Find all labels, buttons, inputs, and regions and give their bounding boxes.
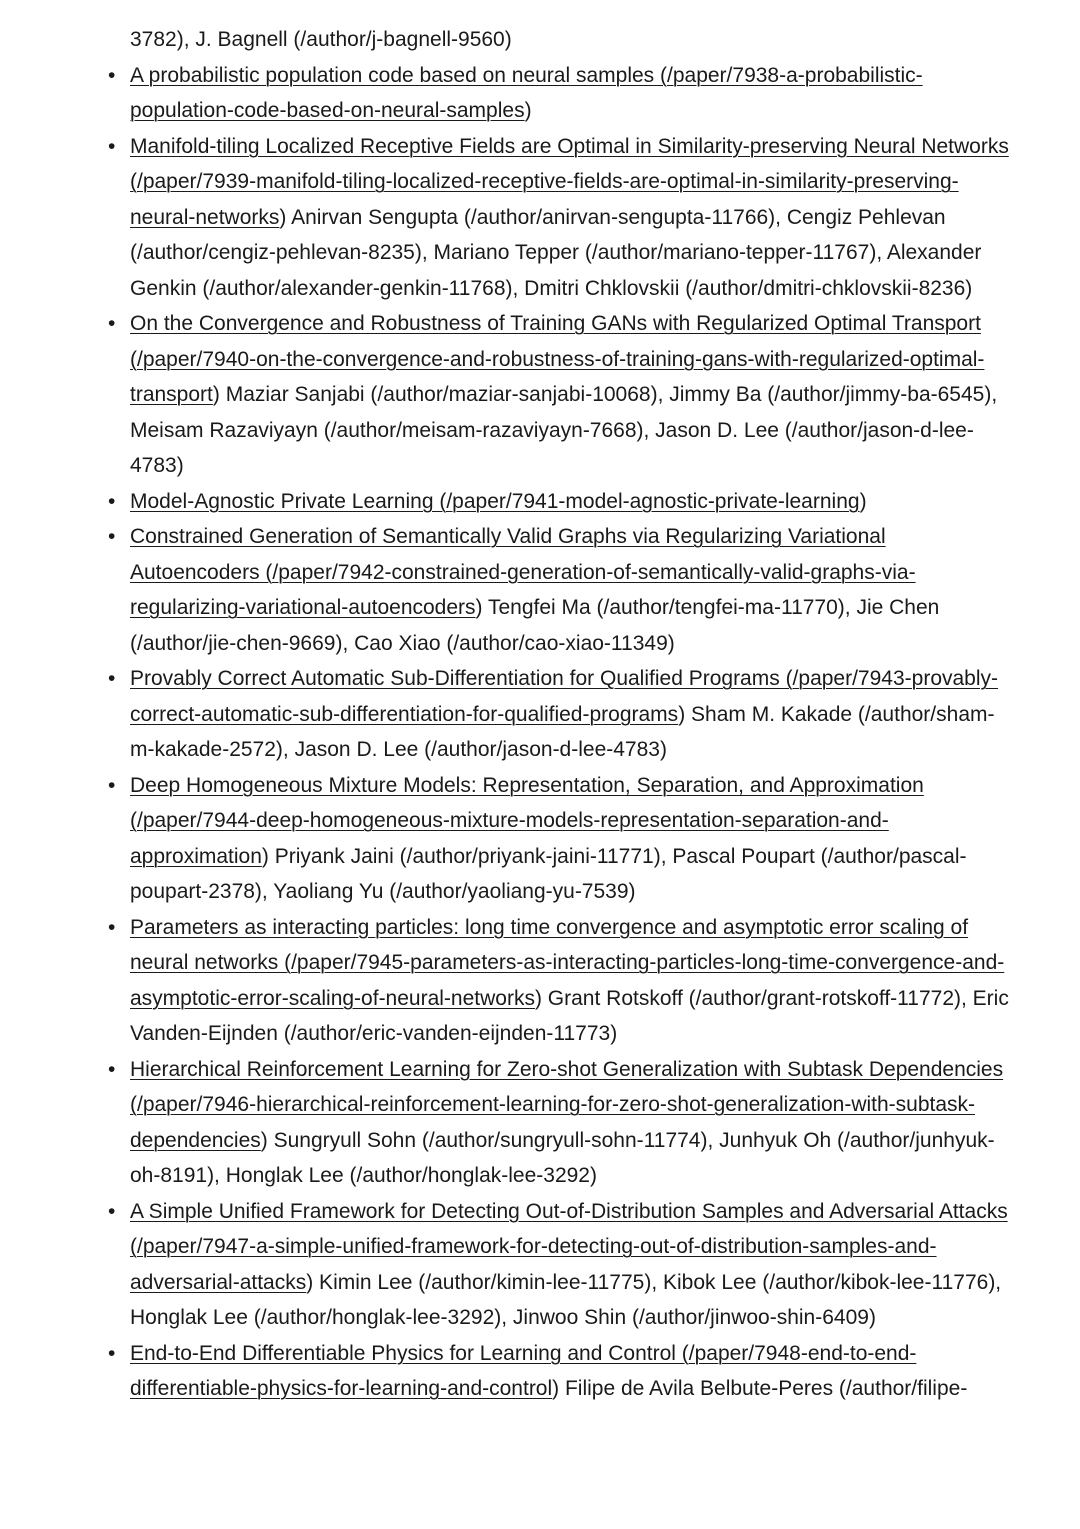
paper-authors: ) Grant Rotskoff (/author/grant-rotskoff-11772), Eric Vanden-Eijnden (/author/eric-vanden-eijnden-11773) bbox=[130, 986, 1009, 1045]
paper-authors: ) bbox=[524, 99, 532, 122]
list-item bbox=[108, 1336, 1010, 1407]
bullet-icon: • bbox=[108, 489, 116, 513]
list-item bbox=[108, 1052, 1010, 1194]
paper-link[interactable]: Deep Homogeneous Mixture Models: Representation, Separation, and Approximation (/paper/7944-deep-homogeneous-mixture-models-representation-separation-and-approximation bbox=[130, 773, 924, 868]
paper-authors: ) Anirvan Sengupta (/author/anirvan-sengupta-11766), Cengiz Pehlevan (/author/cengiz-pehlevan-8235), Mariano Tepper (/author/mariano-tepper-11767), Alexander Genkin (/author/alexander-genkin-11768), Dmitri Chklovskii (/author/dmitri-chklovskii-8236) bbox=[130, 205, 982, 300]
paper-link[interactable]: A probabilistic population code based on neural samples (/paper/7938-a-probabilistic-population-code-based-on-neural-samples bbox=[130, 63, 923, 122]
paper-authors: ) Priyank Jaini (/author/priyank-jaini-11771), Pascal Poupart (/author/pascal-poupart-2378), Yaoliang Yu (/author/yaoliang-yu-7539) bbox=[130, 844, 967, 903]
list-item bbox=[108, 484, 1010, 520]
bullet-icon: • bbox=[108, 1341, 116, 1365]
list-item bbox=[108, 661, 1010, 768]
bullet-icon: • bbox=[108, 1057, 116, 1081]
bullet-icon: • bbox=[108, 773, 116, 797]
paper-link[interactable]: End-to-End Differentiable Physics for Learning and Control (/paper/7948-end-to-end-differentiable-physics-for-learning-and-control bbox=[130, 1341, 917, 1400]
paper-authors: ) Maziar Sanjabi (/author/maziar-sanjabi-10068), Jimmy Ba (/author/jimmy-ba-6545), Meisam Razaviyayn (/author/meisam-razaviyayn-7668), Jason D. Lee (/author/jason-d-lee-4783) bbox=[130, 383, 998, 477]
paper-link[interactable]: On the Convergence and Robustness of Training GANs with Regularized Optimal Transport (/paper/7940-on-the-convergence-and-robustness-of-training-gans-with-regularized-optimal-transport bbox=[130, 312, 985, 406]
bullet-icon: • bbox=[108, 63, 116, 87]
list-item bbox=[108, 1194, 1010, 1336]
previous-item-authors: 3782), J. Bagnell (/author/j-bagnell-9560) bbox=[130, 28, 512, 51]
bullet-icon: • bbox=[108, 312, 116, 335]
bullet-icon: • bbox=[108, 134, 116, 158]
list-item bbox=[108, 306, 1010, 484]
bullet-icon: • bbox=[108, 1199, 116, 1223]
paper-link[interactable]: Provably Correct Automatic Sub-Differentiation for Qualified Programs (/paper/7943-provably-correct-automatic-sub-differentiation-for-qualified-programs bbox=[130, 667, 999, 726]
paper-link[interactable]: Constrained Generation of Semantically Valid Graphs via Regularizing Variational Autoencoders (/paper/7942-constrained-generation-of-semantically-valid-graphs-via-regularizing-variational-autoencoders bbox=[130, 525, 916, 619]
list-item bbox=[108, 768, 1010, 910]
list-item bbox=[108, 129, 1010, 307]
paper-list bbox=[0, 58, 1080, 1407]
paper-authors: ) Tengfei Ma (/author/tengfei-ma-11770), Jie Chen (/author/jie-chen-9669), Cao Xiao (/author/cao-xiao-11349) bbox=[130, 596, 940, 655]
bullet-icon: • bbox=[108, 915, 116, 939]
bullet-icon: • bbox=[108, 667, 116, 690]
paper-link[interactable]: A Simple Unified Framework for Detecting Out-of-Distribution Samples and Adversarial Attacks (/paper/7947-a-simple-unified-framework-for-detecting-out-of-distribution-samples-and-adversarial-attacks bbox=[130, 1199, 1008, 1294]
list-item bbox=[108, 910, 1010, 1052]
paper-authors: ) Filipe de Avila Belbute-Peres (/author/filipe- bbox=[552, 1377, 968, 1400]
list-item bbox=[108, 58, 1010, 129]
list-item bbox=[108, 519, 1010, 661]
paper-link[interactable]: Hierarchical Reinforcement Learning for Zero-shot Generalization with Subtask Dependencies (/paper/7946-hierarchical-reinforcement-learning-for-zero-shot-generalization-with-subtask-dependencies bbox=[130, 1057, 1004, 1152]
paper-link[interactable]: Manifold-tiling Localized Receptive Fields are Optimal in Similarity-preserving Neural Networks (/paper/7939-manifold-tiling-localized-receptive-fields-are-optimal-in-similarity-preserving-neural-networks bbox=[130, 134, 1009, 229]
paper-authors: ) bbox=[859, 489, 867, 513]
paper-link[interactable]: Model-Agnostic Private Learning (/paper/7941-model-agnostic-private-learning bbox=[130, 489, 860, 513]
paper-link[interactable]: Parameters as interacting particles: long time convergence and asymptotic error scaling of neural networks (/paper/7945-parameters-as-interacting-particles-long-time-convergence-and-asymptotic-error-scaling-of-neural-networks bbox=[130, 915, 1005, 1010]
paper-authors: ) Kimin Lee (/author/kimin-lee-11775), Kibok Lee (/author/kibok-lee-11776), Honglak Lee (/author/honglak-lee-3292), Jinwoo Shin (/author/jinwoo-shin-6409) bbox=[130, 1270, 1002, 1329]
paper-list-page bbox=[0, 22, 1080, 1407]
paper-authors: ) Sham M. Kakade (/author/sham-m-kakade-2572), Jason D. Lee (/author/jason-d-lee-4783) bbox=[130, 702, 995, 761]
paper-authors: ) Sungryull Sohn (/author/sungryull-sohn-11774), Junhyuk Oh (/author/junhyuk-oh-8191), Honglak Lee (/author/honglak-lee-3292) bbox=[130, 1128, 995, 1187]
bullet-icon: • bbox=[108, 525, 116, 548]
